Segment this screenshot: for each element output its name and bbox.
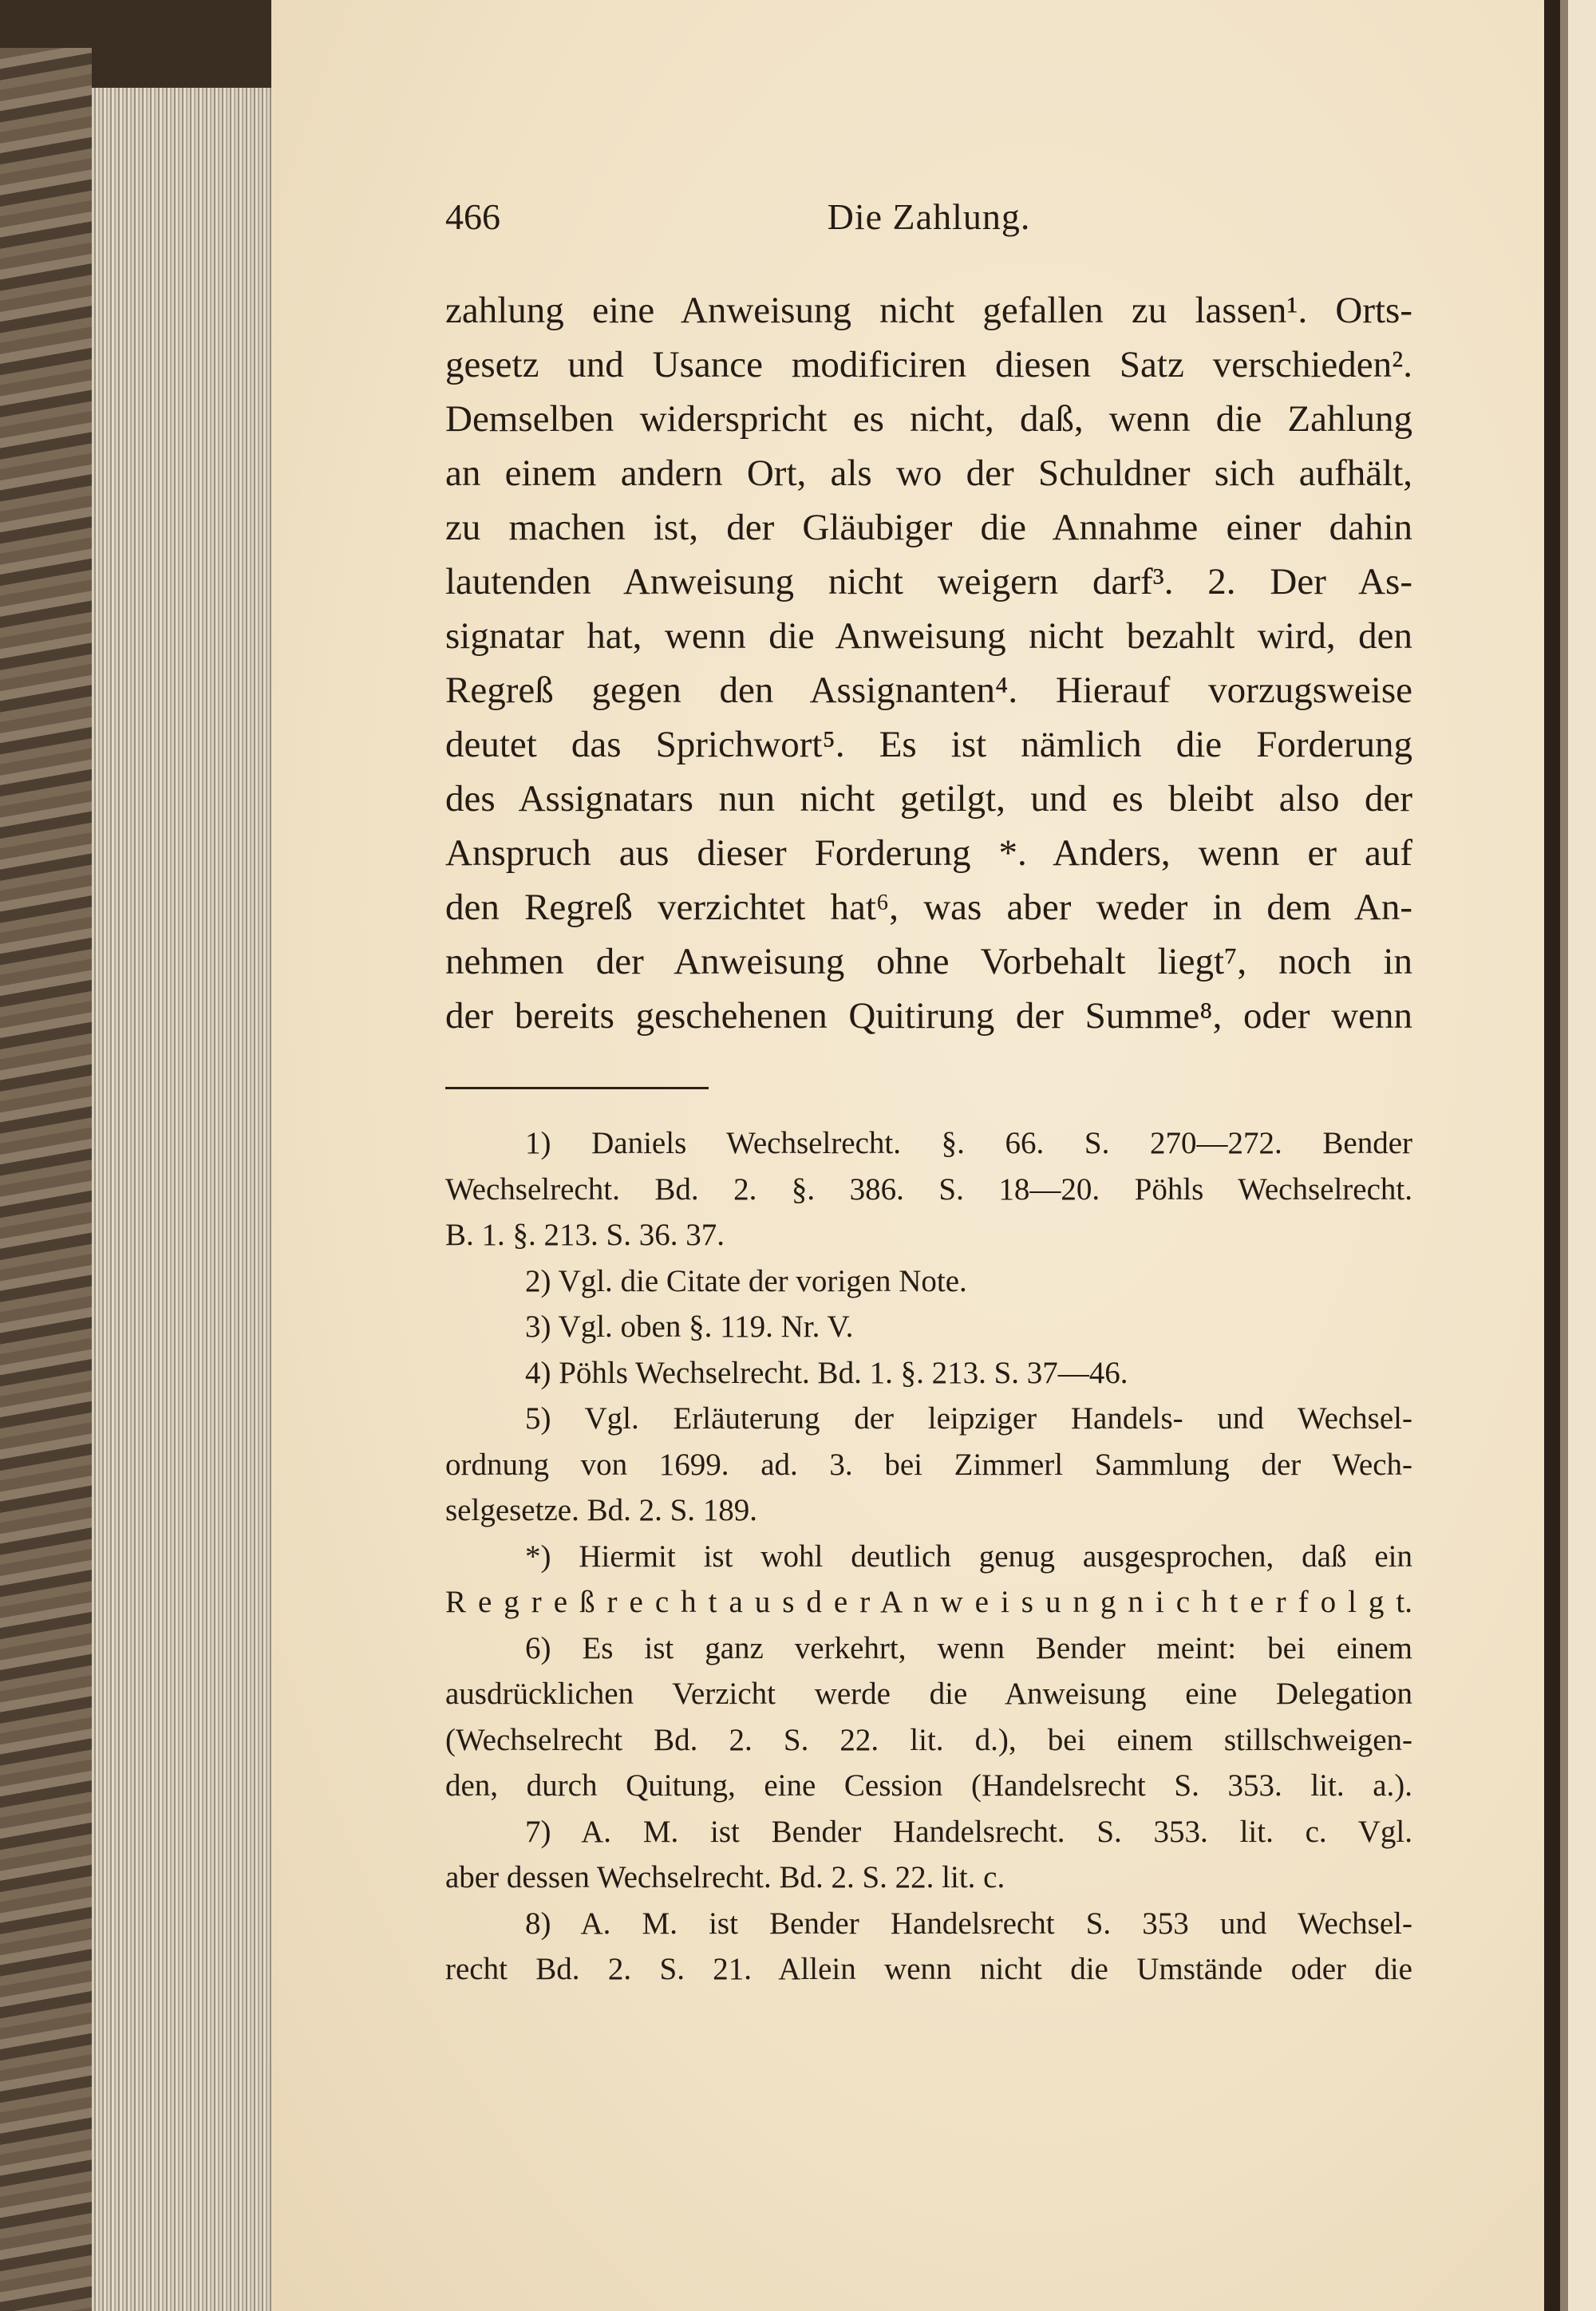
footnote-line: 6) Es ist ganz verkehrt, wenn Bender meint: bei einem — [525, 1630, 1412, 1665]
body-line: gesetz und Usance modificiren diesen Satz verschieden². — [445, 344, 1412, 385]
running-title: Die Zahlung. — [827, 196, 1031, 237]
body-line: der bereits geschehenen Quitirung der Summe⁸, oder wenn — [445, 995, 1412, 1037]
body-line: Regreß gegen den Assignanten⁴. Hierauf vorzugsweise — [445, 670, 1412, 711]
facing-page-edge — [1544, 0, 1596, 2311]
footnote-line: ordnung von 1699. ad. 3. bei Zimmerl Sammlung der Wech- — [445, 1447, 1412, 1482]
body-line: Demselben widerspricht es nicht, daß, wenn die Zahlung — [445, 398, 1412, 440]
body-line: Anspruch aus dieser Forderung *. Anders, wenn er auf — [445, 832, 1412, 874]
body-text — [445, 283, 1412, 1043]
footnote-line: 8) A. M. ist Bender Handelsrecht S. 353 und Wechsel- — [525, 1906, 1412, 1941]
footnote-line: R e g r e ß r e c h t a u s d e r A n w e i s u n g n i c h t e r f o l g t. — [445, 1585, 1412, 1619]
footnotes — [445, 1120, 1412, 1993]
footnote-rule — [445, 1087, 709, 1089]
footnote-line: selgesetze. Bd. 2. S. 189. — [445, 1493, 758, 1527]
body-line: deutet das Sprichwort⁵. Es ist nämlich die Forderung — [445, 724, 1412, 765]
book-cover-edge — [0, 48, 92, 2311]
footnote-line: 3) Vgl. oben §. 119. Nr. V. — [525, 1310, 854, 1344]
page-block-edges — [92, 88, 275, 2311]
footnote-line: den, durch Quitung, eine Cession (Handelsrecht S. 353. lit. a.). — [445, 1768, 1412, 1803]
footnote-line: *) Hiermit ist wohl deutlich genug ausgesprochen, daß ein — [525, 1539, 1412, 1574]
footnote-line: aber dessen Wechselrecht. Bd. 2. S. 22. lit. c. — [445, 1860, 1005, 1894]
body-line: des Assignatars nun nicht getilgt, und es bleibt also der — [445, 778, 1412, 820]
body-line: nehmen der Anweisung ohne Vorbehalt liegt⁷, noch in — [445, 941, 1412, 982]
footnote-line: 4) Pöhls Wechselrecht. Bd. 1. §. 213. S. 37—46. — [525, 1355, 1128, 1390]
footnote-line: B. 1. §. 213. S. 36. 37. — [445, 1218, 725, 1252]
page-number: 466 — [445, 196, 500, 237]
footnote-line: 1) Daniels Wechselrecht. §. 66. S. 270—272. Bender — [525, 1126, 1412, 1160]
body-line: an einem andern Ort, als wo der Schuldner sich aufhält, — [445, 452, 1412, 494]
footnote-line: 7) A. M. ist Bender Handelsrecht. S. 353. lit. c. Vgl. — [525, 1814, 1412, 1849]
footnote-line: ausdrücklichen Verzicht werde die Anweisung eine Delegation — [445, 1677, 1412, 1711]
page-header — [445, 196, 1412, 243]
footnote-line: 5) Vgl. Erläuterung der leipziger Handels- und Wechsel- — [525, 1401, 1412, 1436]
body-line: den Regreß verzichtet hat⁶, was aber weder in dem An- — [445, 887, 1412, 928]
body-line: zahlung eine Anweisung nicht gefallen zu lassen¹. Orts- — [445, 290, 1412, 331]
footnote-line: (Wechselrecht Bd. 2. S. 22. lit. d.), bei einem stillschweigen- — [445, 1722, 1412, 1757]
footnote-line: recht Bd. 2. S. 21. Allein wenn nicht die Umstände oder die — [445, 1952, 1412, 1986]
footnote-line: 2) Vgl. die Citate der vorigen Note. — [525, 1263, 967, 1298]
body-line: signatar hat, wenn die Anweisung nicht bezahlt wird, den — [445, 615, 1412, 657]
body-line: lautenden Anweisung nicht weigern darf³. 2. Der As- — [445, 561, 1412, 602]
body-line: zu machen ist, der Gläubiger die Annahme einer dahin — [445, 507, 1412, 548]
footnote-line: Wechselrecht. Bd. 2. §. 386. S. 18—20. Pöhls Wechselrecht. — [445, 1171, 1412, 1207]
